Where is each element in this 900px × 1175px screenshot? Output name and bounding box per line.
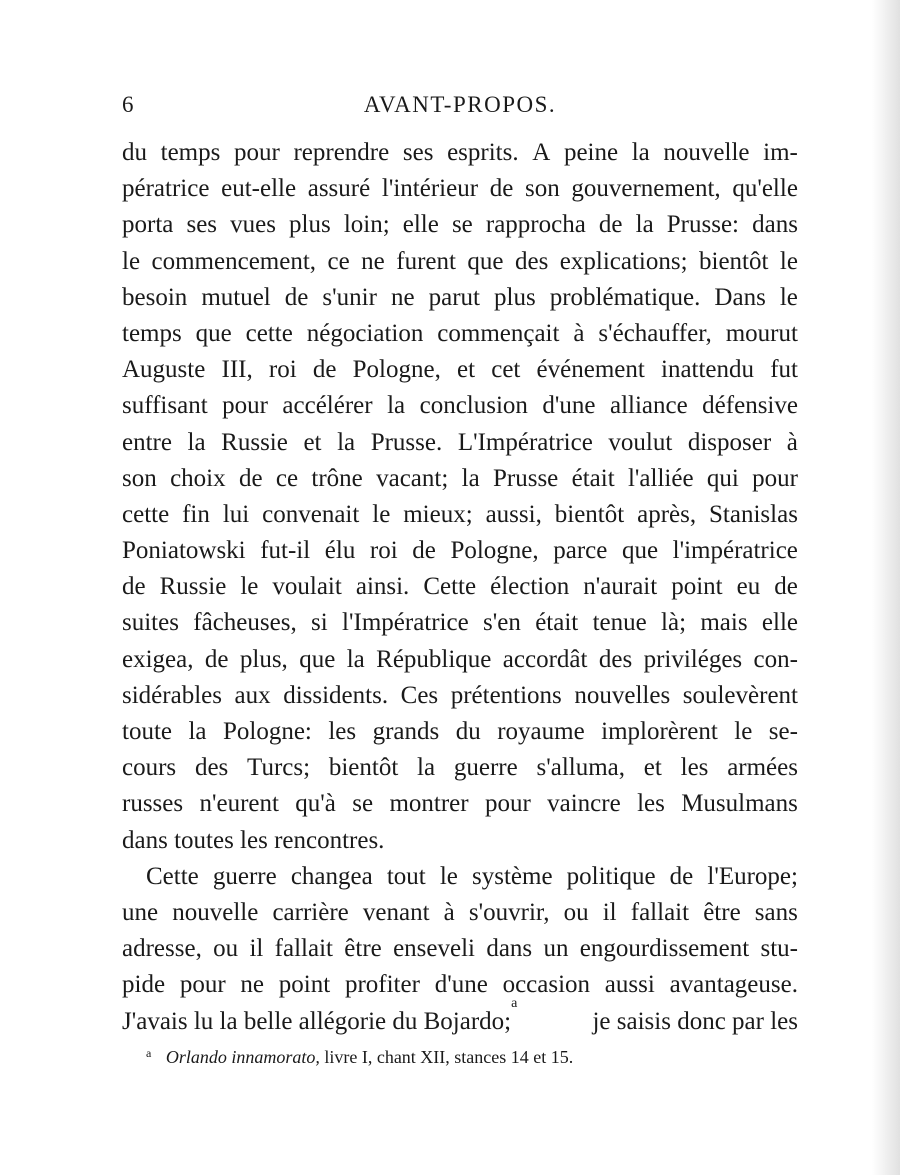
word: sidérables	[122, 681, 222, 709]
word: vacant;	[376, 464, 449, 492]
text-line	[122, 678, 798, 714]
word: pour	[179, 971, 226, 999]
text-line	[122, 714, 798, 750]
word: suites	[122, 609, 179, 637]
word: exigea,	[122, 645, 194, 673]
word: explications;	[559, 247, 688, 275]
word: l'Impératrice	[342, 609, 469, 637]
word: son	[122, 464, 157, 492]
word: montrer	[389, 790, 469, 818]
word: dissidents.	[283, 681, 389, 709]
word: L'Impératrice	[457, 428, 593, 456]
word: politique	[566, 862, 656, 890]
word: les	[328, 718, 357, 745]
word: après,	[637, 500, 697, 528]
word: n'aurait	[583, 573, 658, 601]
word: le	[779, 283, 798, 311]
word: à	[573, 319, 585, 347]
word: ne	[390, 283, 415, 311]
word: les	[637, 790, 665, 818]
word: la	[635, 211, 654, 239]
text-line	[122, 207, 798, 243]
word: que	[621, 537, 659, 565]
word: système	[472, 862, 553, 890]
text-line	[122, 352, 798, 388]
word: de	[774, 573, 798, 601]
word: profiter	[344, 971, 420, 999]
word: Pologne,	[450, 537, 539, 565]
word: s'alluma,	[536, 754, 626, 782]
word: furent	[396, 247, 456, 275]
word: cours	[122, 754, 177, 782]
word: Musulmans	[681, 790, 798, 818]
word: plus	[494, 283, 536, 311]
word: une	[122, 898, 159, 926]
word: dans	[752, 211, 798, 239]
word: changea	[290, 862, 373, 890]
word: guerre	[212, 862, 277, 890]
word: parce	[553, 537, 608, 565]
word: Pologne,	[352, 356, 441, 384]
word: que	[467, 247, 504, 275]
word: ainsi.	[355, 573, 410, 601]
word: Prusse	[493, 464, 559, 492]
word: ne	[361, 247, 385, 275]
text-line	[122, 750, 798, 786]
word: rapprocha	[485, 211, 586, 239]
word: d'une	[434, 971, 488, 999]
word: elle	[402, 211, 439, 239]
word: occasion	[502, 971, 591, 999]
word: stu-	[760, 935, 798, 963]
word: roi	[268, 356, 297, 384]
word: le	[372, 500, 391, 528]
word: toute	[122, 718, 172, 745]
word: im-	[763, 139, 798, 166]
text-line	[122, 642, 798, 678]
word: négociation	[306, 319, 424, 347]
word: A	[532, 139, 551, 166]
text-line-with-footnote	[122, 995, 798, 1040]
word: fut-il	[260, 537, 311, 565]
word: aux	[234, 681, 271, 709]
word: tout	[386, 862, 426, 890]
word: à	[786, 428, 798, 456]
word: de	[284, 283, 309, 311]
word: la	[417, 754, 436, 782]
word: cette	[122, 500, 170, 528]
word: la	[461, 464, 480, 492]
word: Ces	[400, 681, 439, 709]
word: gouvernement,	[571, 175, 721, 203]
word: bientôt	[699, 247, 769, 275]
word: alliance	[609, 392, 688, 420]
word: la	[346, 645, 365, 673]
word: vaincre	[547, 790, 621, 818]
page-edge-shadow	[872, 0, 900, 1175]
word: le	[122, 247, 141, 275]
word: de	[122, 573, 146, 601]
word: s'unir	[322, 283, 377, 311]
text-line	[122, 605, 798, 641]
text-line: dans toutes les rencontres.	[122, 826, 385, 854]
footnote-reference: a	[511, 995, 518, 1011]
word: loin;	[343, 211, 390, 239]
word: l'Europe;	[707, 862, 798, 890]
word: pour	[484, 790, 531, 818]
word: s'échauffer,	[598, 319, 712, 347]
word: nouvelle	[663, 139, 750, 166]
word: de	[238, 464, 263, 492]
word: être	[703, 898, 741, 926]
word: là;	[661, 609, 687, 637]
word: grands	[372, 718, 440, 745]
word: carrière	[272, 898, 349, 926]
text-line-part: J'avais lu la belle allégorie du Bojardo;	[122, 1007, 512, 1035]
word: la	[187, 428, 206, 456]
word: défensive	[702, 392, 798, 420]
word: accélérer	[282, 392, 373, 420]
word: bientôt	[554, 500, 625, 528]
word: Cette	[146, 862, 199, 890]
word: soulevèrent	[682, 681, 798, 709]
word: pour	[234, 139, 280, 166]
word: Cette	[423, 573, 477, 601]
word: plus	[289, 211, 331, 239]
word: entre	[122, 428, 172, 456]
word: Prusse:	[666, 211, 739, 239]
word: ce	[275, 464, 299, 492]
word: pour	[222, 392, 268, 420]
body-text	[122, 135, 798, 1040]
word: tenue	[592, 609, 647, 637]
word: Russie	[159, 573, 227, 601]
word: commençait	[437, 319, 560, 347]
word: Poniatowski	[122, 537, 246, 565]
word: vues	[230, 211, 276, 239]
word: voulut	[608, 428, 673, 456]
word: assuré	[307, 175, 371, 203]
text-line	[122, 533, 798, 569]
text-line	[122, 895, 798, 931]
running-head: AVANT-PROPOS.	[363, 92, 557, 117]
footnote-marker: a	[146, 1046, 152, 1060]
word: parut	[428, 283, 480, 311]
word: que	[195, 319, 232, 347]
word: implorèrent	[601, 718, 718, 745]
word: aussi	[604, 971, 655, 999]
word: qu'elle	[732, 175, 798, 203]
word: le	[734, 718, 753, 745]
word: fâcheuses,	[193, 609, 297, 637]
text-line	[122, 859, 798, 895]
word: fallait	[274, 935, 333, 963]
word: Prusse.	[370, 428, 443, 456]
word: de	[312, 356, 337, 384]
footnote-work-title: Orlando innamorato,	[165, 1047, 320, 1067]
word: cette	[245, 319, 293, 347]
word: guerre	[453, 754, 518, 782]
paragraph-2	[122, 859, 798, 1040]
word: avantageuse.	[669, 971, 798, 999]
word: se	[352, 790, 374, 818]
word: du	[455, 718, 481, 745]
word: ou	[563, 898, 589, 926]
word: venant	[362, 898, 430, 926]
word: et	[457, 356, 476, 384]
word: con-	[753, 645, 798, 673]
word: de	[669, 862, 694, 890]
word: disposer	[687, 428, 772, 456]
word: du	[122, 139, 147, 166]
word: aussi,	[485, 500, 542, 528]
word: la	[188, 718, 207, 745]
word: était	[571, 464, 615, 492]
word: priviléges	[643, 645, 743, 673]
word: être	[344, 935, 382, 963]
word: s'ouvrir,	[468, 898, 550, 926]
word: enseveli	[393, 935, 475, 963]
word: mutuel	[201, 283, 271, 311]
word: Dans	[714, 283, 766, 311]
word: Auguste	[122, 356, 206, 384]
word: ses	[402, 139, 434, 166]
word: de	[598, 211, 623, 239]
word: prétentions	[450, 681, 562, 709]
footnote	[146, 1046, 796, 1068]
word: son	[524, 175, 560, 203]
word: bientôt	[328, 754, 399, 782]
word: la	[337, 428, 356, 456]
word: peine	[563, 139, 619, 166]
word: République	[376, 645, 492, 673]
word: n'eurent	[199, 790, 279, 818]
word: convenait	[262, 500, 360, 528]
text-line	[122, 497, 798, 533]
word: des	[194, 754, 229, 782]
word: mourut	[725, 319, 798, 347]
word: pide	[122, 971, 166, 999]
word: l'alliée	[627, 464, 694, 492]
word: fallait	[630, 898, 690, 926]
page-header	[122, 92, 798, 124]
word: nouvelle	[172, 898, 259, 926]
word: problématique.	[549, 283, 701, 311]
word: point	[671, 573, 723, 601]
word: ne	[240, 971, 265, 999]
word: Turcs;	[247, 754, 311, 782]
text-line	[122, 425, 798, 461]
word: il	[249, 935, 264, 963]
word: III,	[221, 356, 253, 384]
footnote-reference-text: livre I, chant XII, stances 14 et 15.	[324, 1047, 574, 1067]
word: suffisant	[122, 392, 208, 420]
word: le	[240, 573, 259, 601]
word: nouvelles	[574, 681, 671, 709]
word: ses	[186, 211, 218, 239]
word: se-	[768, 718, 798, 745]
word: sans	[754, 898, 798, 926]
word: trône	[311, 464, 363, 492]
word: pératrice	[122, 175, 210, 203]
word: qui	[706, 464, 739, 492]
word: Stanislas	[709, 500, 798, 528]
word: la	[631, 139, 650, 166]
word: eut-elle	[221, 175, 297, 203]
word: se	[451, 211, 473, 239]
word: et	[643, 754, 662, 782]
word: mais	[700, 609, 748, 637]
text-line	[122, 461, 798, 497]
word: roi	[369, 537, 398, 565]
text-line-part: je saisis donc par les	[592, 1007, 798, 1035]
text-line	[122, 171, 798, 207]
word: élu	[324, 537, 356, 565]
page-number: 6	[122, 92, 134, 117]
word: russes	[122, 790, 184, 818]
word: les	[680, 754, 709, 782]
word: était	[535, 609, 579, 637]
word: le	[439, 862, 458, 890]
word: des	[515, 247, 549, 275]
word: temps	[122, 319, 182, 347]
word: un	[543, 935, 569, 963]
text-line	[122, 316, 798, 352]
word: point	[278, 971, 331, 999]
word: plus,	[239, 645, 288, 673]
text-line	[122, 786, 798, 822]
word: engourdissement	[579, 935, 750, 963]
word: à	[443, 898, 455, 926]
word: fin	[182, 500, 210, 528]
word: que	[299, 645, 336, 673]
word: dans	[486, 935, 533, 963]
word: porta	[122, 211, 174, 239]
text-line	[122, 135, 798, 171]
word: d'une	[542, 392, 596, 420]
word: voulait	[272, 573, 342, 601]
text-line	[122, 244, 798, 280]
word: de	[412, 537, 436, 565]
word: si	[311, 609, 328, 637]
word: il	[602, 898, 617, 926]
text-line	[122, 931, 798, 967]
word: reprendre	[293, 139, 390, 166]
word: temps	[160, 139, 221, 166]
word: des	[598, 645, 633, 673]
word: mieux;	[403, 500, 473, 528]
word: fut	[770, 356, 798, 384]
word: commencement,	[151, 247, 317, 275]
word: accordât	[502, 645, 588, 673]
word: eu	[736, 573, 761, 601]
word: s'en	[483, 609, 521, 637]
text-line	[122, 280, 798, 316]
word: de	[489, 175, 514, 203]
word: ce	[327, 247, 350, 275]
word: inattendu	[661, 356, 755, 384]
text-line	[122, 388, 798, 424]
word: Russie	[221, 428, 288, 456]
word: l'impératrice	[672, 537, 798, 565]
word: royaume	[497, 718, 585, 745]
word: et	[303, 428, 322, 456]
word: l'intérieur	[381, 175, 479, 203]
word: Pologne:	[222, 718, 312, 745]
word: armées	[727, 754, 798, 782]
word: elle	[761, 609, 798, 637]
word: le	[779, 247, 798, 275]
word: de	[204, 645, 229, 673]
word: choix	[170, 464, 226, 492]
word: esprits.	[447, 139, 519, 166]
paragraph-1	[122, 135, 798, 859]
word: lui	[222, 500, 250, 528]
word: pour	[752, 464, 798, 492]
word: événement	[536, 356, 645, 384]
text-line	[122, 569, 798, 605]
word: cet	[491, 356, 521, 384]
word: la	[387, 392, 406, 420]
word: qu'à	[295, 790, 336, 818]
word: conclusion	[419, 392, 528, 420]
text-line	[122, 967, 798, 1003]
word: ou	[213, 935, 239, 963]
word: besoin	[122, 283, 188, 311]
word: adresse,	[122, 935, 202, 963]
word: élection	[490, 573, 570, 601]
